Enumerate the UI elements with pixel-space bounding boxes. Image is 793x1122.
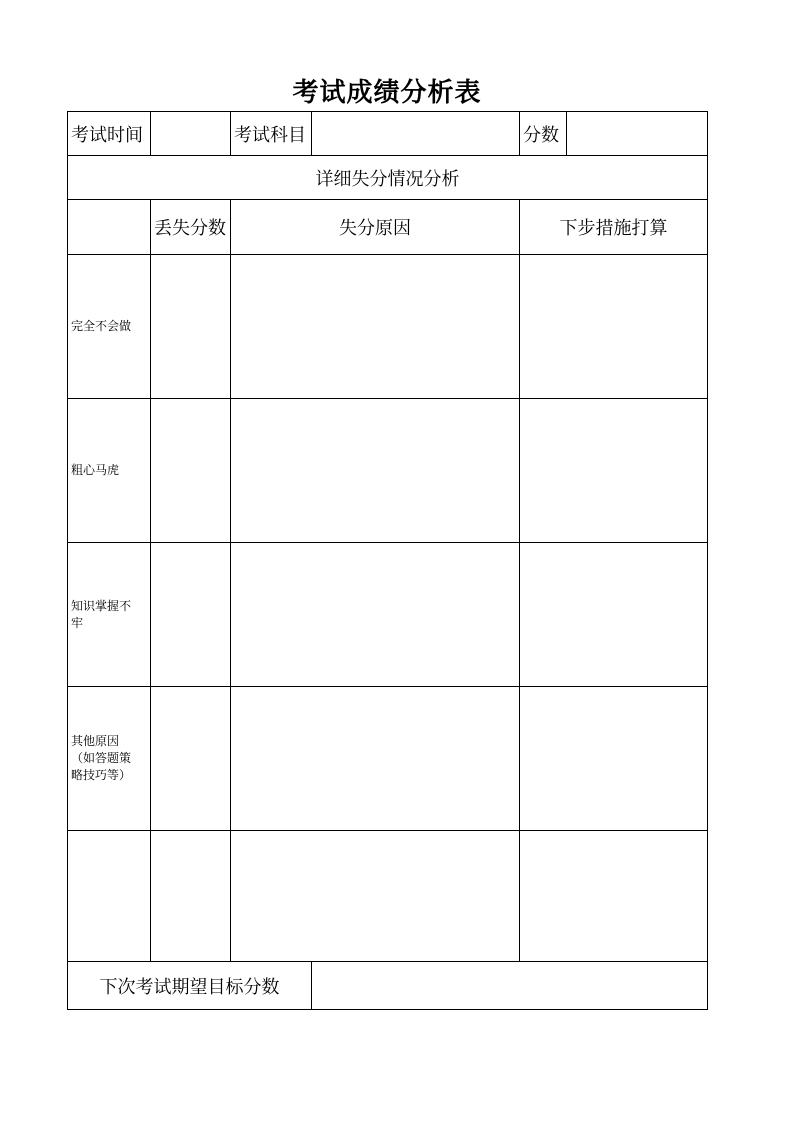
reason-field[interactable]: [230, 830, 520, 962]
section-title: 详细失分情况分析: [67, 155, 708, 200]
exam-time-field[interactable]: [150, 111, 231, 156]
row-category: 粗心马虎: [67, 398, 151, 543]
target-score-label: 下次考试期望目标分数: [67, 961, 312, 1010]
next-steps-field[interactable]: [519, 686, 708, 831]
lost-points-field[interactable]: [150, 686, 231, 831]
lost-points-field[interactable]: [150, 542, 231, 687]
reason-field[interactable]: [230, 398, 520, 543]
column-header-category: [67, 199, 151, 255]
row-category[interactable]: [67, 830, 151, 962]
lost-points-field[interactable]: [150, 254, 231, 399]
row-category: 知识掌握不牢: [67, 542, 151, 687]
reason-field[interactable]: [230, 254, 520, 399]
score-label: 分数: [519, 111, 567, 156]
reason-field[interactable]: [230, 542, 520, 687]
row-category: 完全不会做: [67, 254, 151, 399]
subject-field[interactable]: [311, 111, 520, 156]
exam-time-label: 考试时间: [67, 111, 151, 156]
row-category: 其他原因（如答题策略技巧等）: [67, 686, 151, 831]
column-header-next-steps: 下步措施打算: [519, 199, 708, 255]
next-steps-field[interactable]: [519, 254, 708, 399]
column-header-reason: 失分原因: [230, 199, 520, 255]
lost-points-field[interactable]: [150, 398, 231, 543]
next-steps-field[interactable]: [519, 830, 708, 962]
reason-field[interactable]: [230, 686, 520, 831]
next-steps-field[interactable]: [519, 542, 708, 687]
column-header-lost-points: 丢失分数: [150, 199, 231, 255]
lost-points-field[interactable]: [150, 830, 231, 962]
score-field[interactable]: [566, 111, 708, 156]
subject-label: 考试科目: [230, 111, 312, 156]
target-score-field[interactable]: [311, 961, 708, 1010]
next-steps-field[interactable]: [519, 398, 708, 543]
page-title: 考试成绩分析表: [292, 78, 482, 108]
